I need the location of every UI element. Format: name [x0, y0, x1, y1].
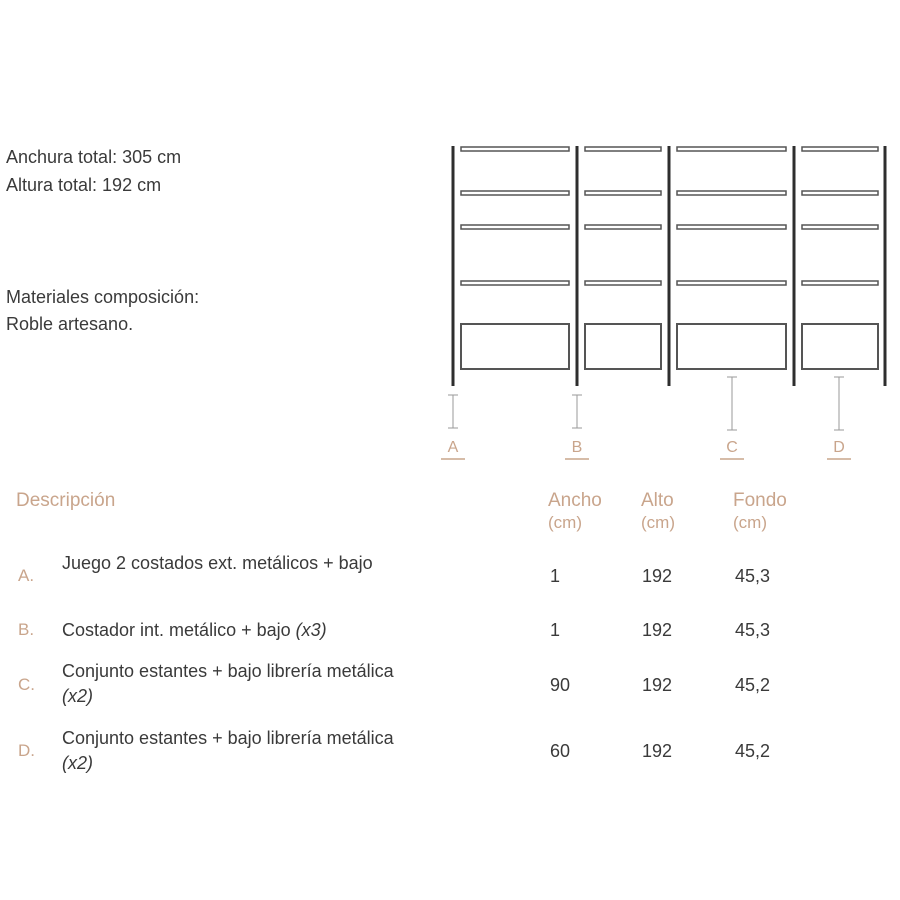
row-width: 1	[550, 566, 561, 586]
row-width: 1	[550, 620, 561, 640]
row-depth: 45,3	[735, 620, 771, 640]
total-width-text: Anchura total: 305 cm	[6, 147, 182, 167]
header-depth: Fondo	[733, 490, 787, 511]
row-description: Costador int. metálico + bajo (x3)	[62, 620, 327, 640]
header-height-unit: (cm)	[641, 513, 675, 532]
row-letter: D.	[18, 741, 35, 760]
header-height: Alto	[641, 490, 674, 511]
marker-a: A	[447, 439, 459, 456]
row-description: Conjunto estantes + bajo librería metálica (x2)	[62, 661, 394, 706]
header-width-unit: (cm)	[548, 513, 582, 532]
row-letter: B.	[18, 620, 35, 639]
marker-leaders	[448, 377, 844, 430]
marker-d: D	[833, 439, 845, 456]
row-height: 192	[642, 741, 673, 761]
row-height: 192	[642, 675, 673, 695]
row-depth: 45,3	[735, 566, 771, 586]
cabinet-1	[461, 324, 569, 369]
row-width: 90	[550, 675, 571, 695]
row-depth: 45,2	[735, 741, 771, 761]
row-width: 60	[550, 741, 571, 761]
header-width: Ancho	[548, 490, 602, 511]
materials-value: Roble artesano.	[6, 314, 134, 334]
row-height: 192	[642, 620, 673, 640]
cabinet-3	[677, 324, 786, 369]
marker-c: C	[726, 439, 738, 456]
header-description: Descripción	[16, 490, 116, 511]
row-letter: C.	[18, 675, 35, 694]
row-height: 192	[642, 566, 673, 586]
materials-label: Materiales composición:	[6, 287, 200, 307]
row-description: Juego 2 costados ext. metálicos + bajo	[62, 553, 373, 573]
row-letter: A.	[18, 566, 35, 585]
row-description: Conjunto estantes + bajo librería metálica (x2)	[62, 728, 394, 773]
marker-b: B	[571, 439, 583, 456]
cabinet-2	[585, 324, 661, 369]
cabinet-4	[802, 324, 878, 369]
header-depth-unit: (cm)	[733, 513, 767, 532]
total-height-text: Altura total: 192 cm	[6, 175, 162, 195]
row-depth: 45,2	[735, 675, 771, 695]
